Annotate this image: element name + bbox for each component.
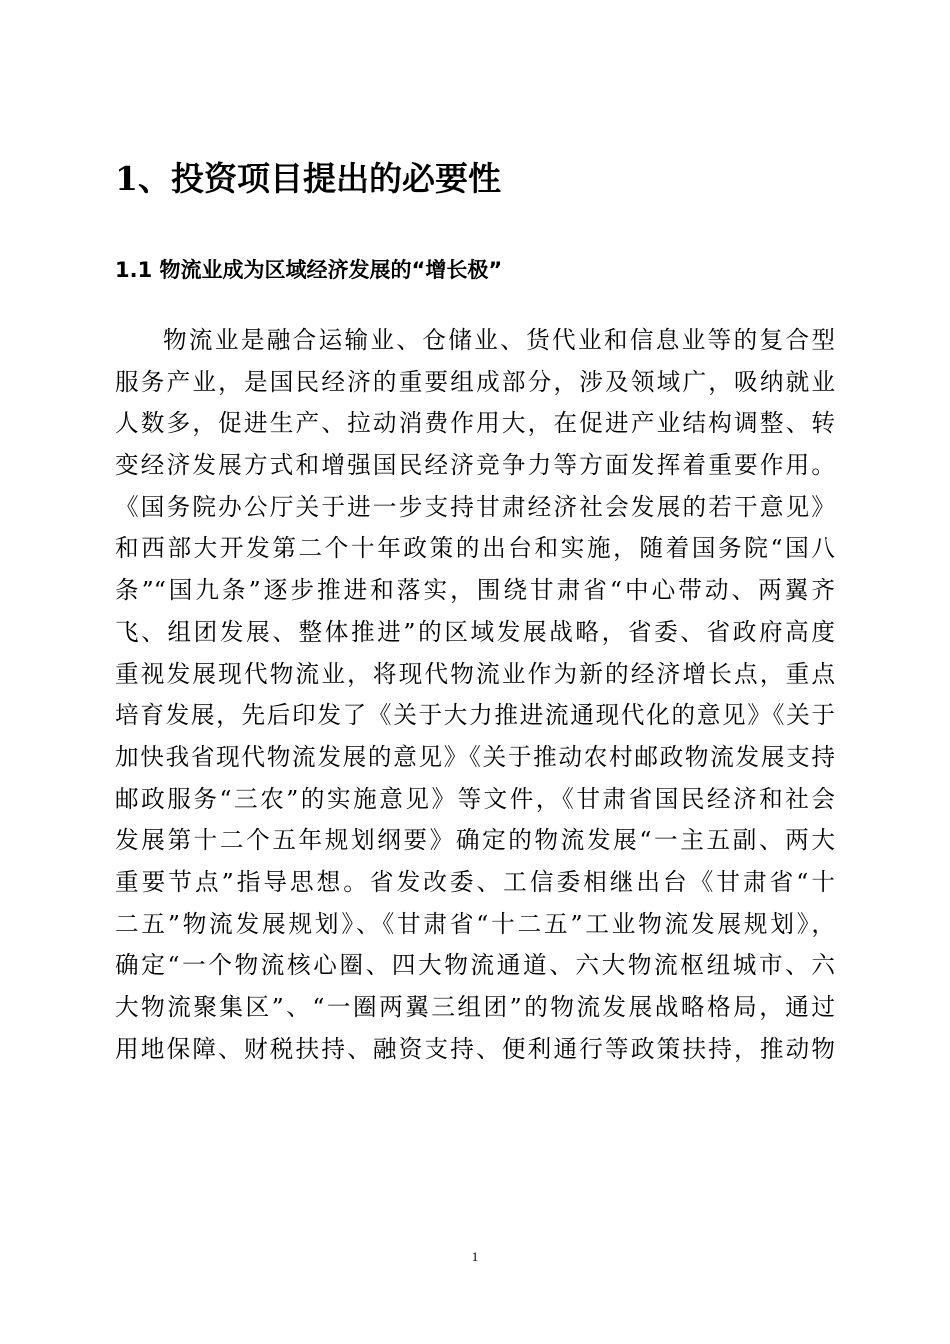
paragraph-line: 飞、组团发展、整体推进”的区域发展战略，省委、省政府高度: [115, 617, 835, 646]
paragraph-line: 《国务院办公厅关于进一步支持甘肃经济社会发展的若干意见》: [115, 492, 835, 521]
paragraph-line: 重要节点”指导思想。省发改委、工信委相继出台《甘肃省“十: [115, 867, 835, 896]
paragraph-line: 条”“国九条”逐步推进和落实，围绕甘肃省“中心带动、两翼齐: [115, 576, 835, 605]
paragraph-line: 二五”物流发展规划》、《甘肃省“十二五”工业物流发展规划》，: [115, 909, 835, 938]
paragraph-line: 大物流聚集区”、“一圈两翼三组团”的物流发展战略格局，通过: [115, 993, 835, 1021]
paragraph-line: 发展第十二个五年规划纲要》确定的物流发展“一主五副、两大: [115, 826, 835, 855]
paragraph-line: 和西部大开发第二个十年政策的出台和实施，随着国务院“国八: [115, 534, 835, 563]
paragraph-line: 服务产业，是国民经济的重要组成部分，涉及领域广，吸纳就业: [115, 367, 835, 396]
body-paragraph: [115, 320, 835, 1070]
paragraph-line: 变经济发展方式和增强国民经济竞争力等方面发挥着重要作用。: [115, 451, 835, 480]
section-heading: 1、投资项目提出的必要性: [115, 159, 501, 198]
paragraph-line: 培育发展，先后印发了《关于大力推进流通现代化的意见》《关于: [115, 701, 835, 730]
paragraph-line: 物流业是融合运输业、仓储业、货代业和信息业等的复合型: [163, 326, 835, 354]
paragraph-line: 重视发展现代物流业，将现代物流业作为新的经济增长点，重点: [115, 659, 835, 688]
paragraph-line: 邮政服务“三农”的实施意见》等文件，《甘肃省国民经济和社会: [115, 784, 835, 813]
paragraph-line: 确定“一个物流核心圈、四大物流通道、六大物流枢纽城市、六: [115, 951, 835, 980]
paragraph-line: 加快我省现代物流发展的意见》《关于推动农村邮政物流发展支持: [115, 742, 835, 771]
page-number: 1: [471, 1249, 479, 1264]
paragraph-line: 用地保障、财税扶持、融资支持、便利通行等政策扶持，推动物: [115, 1034, 835, 1063]
paragraph-line: 人数多，促进生产、拉动消费作用大，在促进产业结构调整、转: [115, 409, 835, 438]
subsection-heading: 1.1 物流业成为区域经济发展的“增长极”: [115, 258, 503, 282]
